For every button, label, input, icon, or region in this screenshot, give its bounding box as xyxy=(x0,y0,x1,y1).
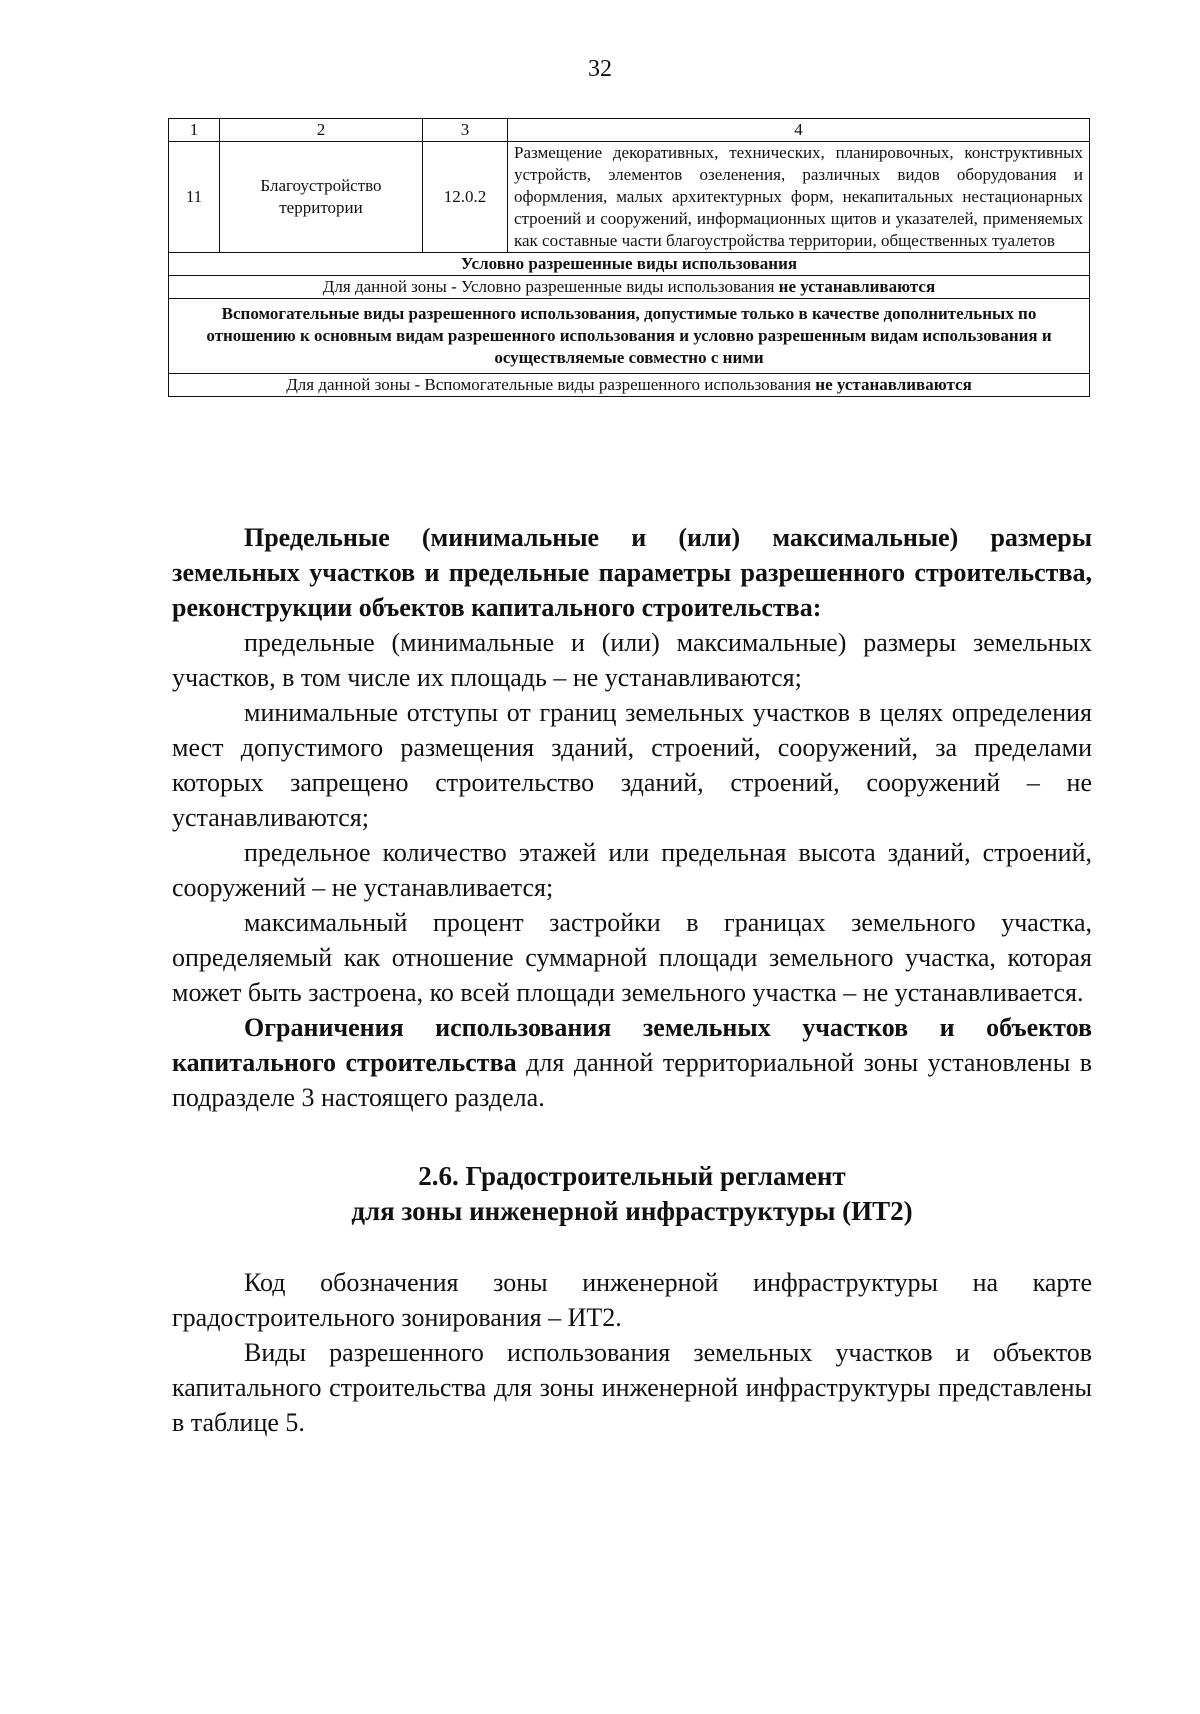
header-col-3: 3 xyxy=(423,119,508,142)
conditional-note-row xyxy=(169,276,1090,299)
row-code: 12.0.2 xyxy=(423,142,508,253)
row-description: Размещение декоративных, технических, планировочных, конструктивных устройств, элементов озеленения, различных видов оборудования и оформления, малых архитектурных форм, некапитальных нестационарных строений и сооружений, информационных щитов и указателей, применяемых как составные части благоустройства территории, общественных туалетов xyxy=(508,142,1090,253)
auxiliary-note-text: Для данной зоны - Вспомогательные виды разрешенного использования xyxy=(286,375,816,394)
auxiliary-note xyxy=(169,374,1090,397)
header-col-4: 4 xyxy=(508,119,1090,142)
restrictions-rest: для данной территориальной зоны установлены в подразделе 3 настоящего раздела. xyxy=(172,1048,1092,1112)
paragraph-coverage: максимальный процент застройки в границах земельного участка, определяемый как отношение суммарной площади земельного участка, которая может быть застроена, ко всей площади земельного участка – не устанавливается. xyxy=(172,908,1092,1007)
table-row xyxy=(169,142,1090,253)
document-body xyxy=(172,520,1092,1440)
paragraph-plot-sizes: предельные (минимальные и (или) максимальные) размеры земельных участков, в том числе их площадь – не устанавливаются; xyxy=(172,628,1092,692)
conditional-heading: Условно разрешенные виды использования xyxy=(169,253,1090,276)
auxiliary-note-row xyxy=(169,374,1090,397)
section-title-line-2: для зоны инженерной инфраструктуры (ИТ2) xyxy=(351,1196,913,1226)
paragraph-height: предельное количество этажей или предельная высота зданий, строений, сооружений – не устанавливается; xyxy=(172,838,1092,902)
page-number: 32 xyxy=(588,56,612,82)
paragraph-permitted-uses: Виды разрешенного использования земельных участков и объектов капитального строительства для зоны инженерной инфраструктуры представлены в таблице 5. xyxy=(172,1338,1092,1437)
header-col-1: 1 xyxy=(169,119,220,142)
limits-heading: Предельные (минимальные и (или) максимальные) размеры земельных участков и предельные параметры разрешенного строительства, реконструкции объектов капитального строительства: xyxy=(172,523,1092,622)
conditional-note xyxy=(169,276,1090,299)
auxiliary-heading-row xyxy=(169,299,1090,374)
paragraph-zone-code: Код обозначения зоны инженерной инфраструктуры на карте градостроительного зонирования – ИТ2. xyxy=(172,1268,1092,1332)
restrictions-bold: Ограничения использования земельных участков и объектов капитального строительства xyxy=(172,1013,1092,1077)
header-col-2: 2 xyxy=(220,119,423,142)
section-title-line-1: 2.6. Градостроительный регламент xyxy=(418,1161,846,1191)
table-header-row xyxy=(169,119,1090,142)
conditional-note-text: Для данной зоны - Условно разрешенные виды использования xyxy=(322,277,779,296)
conditional-heading-row xyxy=(169,253,1090,276)
row-name: Благоустройство территории xyxy=(220,142,423,253)
row-number: 11 xyxy=(169,142,220,253)
paragraph-setbacks: минимальные отступы от границ земельных участков в целях определения мест допустимого размещения зданий, строений, сооружений, за пределами которых запрещено строительство зданий, строений, сооружений – не устанавливаются; xyxy=(172,698,1092,832)
conditional-note-bold: не устанавливаются xyxy=(778,277,936,296)
paragraph-restrictions xyxy=(172,1010,1092,1115)
land-use-table xyxy=(168,118,1090,397)
auxiliary-heading: Вспомогательные виды разрешенного использования, допустимые только в качестве дополнительных по отношению к основным видам разрешенного использования и условно разрешенным видам использования и осуществляемые совместно с ними xyxy=(169,299,1090,374)
auxiliary-note-bold: не устанавливаются xyxy=(815,375,972,394)
